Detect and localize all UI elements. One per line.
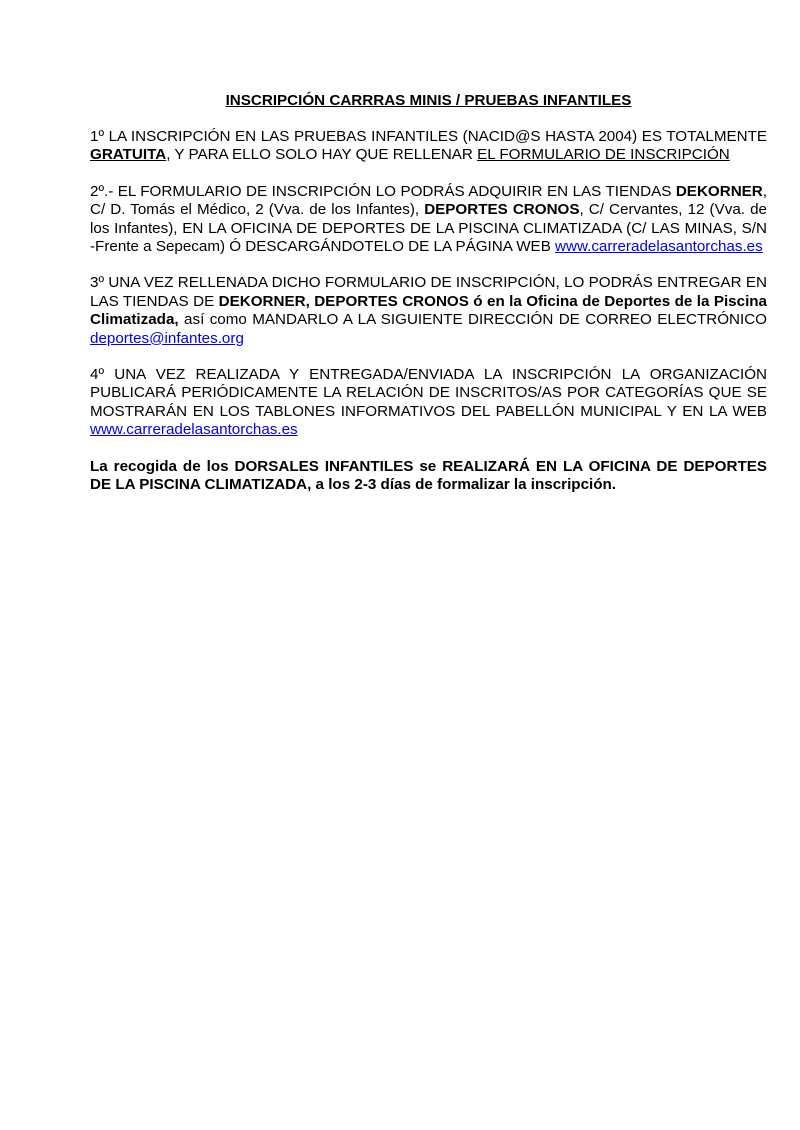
paragraph-5-dorsales-notice xyxy=(90,458,767,495)
document-title xyxy=(90,92,767,110)
paragraph-4-text: 4º UNA VEZ REALIZADA Y ENTREGADA/ENVIADA LA INSCRIPCIÓN LA ORGANIZACIÓN PUBLICARÁ PERIÓDICAMENTE LA RELACIÓN DE INSCRITOS/AS POR CATEGORÍAS QUE SE MOSTRARÁN EN LOS TABLONES INFORMATIVOS DEL PABELLÓN MUNICIPAL Y EN LA WEB xyxy=(90,366,767,420)
formulario-underlined-text: EL FORMULARIO DE INSCRIPCIÓN xyxy=(477,146,730,164)
dekorner-store-name: DEKORNER xyxy=(675,182,763,200)
paragraph-3 xyxy=(90,274,767,348)
paragraph-5-text: La recogida de los DORSALES INFANTILES se REALIZARÁ EN LA OFICINA DE DEPORTES DE LA PISCINA CLIMATIZADA, a los 2-3 días de formalizar la inscripción. xyxy=(90,457,767,494)
document-title-text: INSCRIPCIÓN CARRRAS MINIS / PRUEBAS INFANTILES xyxy=(225,92,632,109)
document-page xyxy=(90,92,767,513)
paragraph-1-text-a: 1º LA INSCRIPCIÓN EN LAS PRUEBAS INFANTILES (NACID@S HASTA 2004) ES TOTALMENTE xyxy=(90,128,767,145)
paragraph-2 xyxy=(90,183,767,257)
website-link-2[interactable]: www.carreradelasantorchas.es xyxy=(90,421,298,439)
paragraph-2-text-b: , C/ D. Tomás el Médico, 2 (Vva. de los Infantes), xyxy=(90,182,767,219)
paragraph-3-text-b: así como MANDARLO A LA SIGUIENTE DIRECCIÓN DE CORREO ELECTRÓNICO xyxy=(178,311,767,329)
email-link[interactable]: deportes@infantes.org xyxy=(90,329,244,347)
paragraph-1-text-b: , Y PARA ELLO SOLO HAY QUE RELLENAR xyxy=(166,146,478,164)
website-link[interactable]: www.carreradelasantorchas.es xyxy=(555,238,763,256)
paragraph-2-text-a: 2º.- EL FORMULARIO DE INSCRIPCIÓN LO PODRÁS ADQUIRIR EN LAS TIENDAS xyxy=(90,182,676,200)
delivery-locations-bold: DEKORNER, DEPORTES CRONOS ó en la Oficina de Deportes de la Piscina Climatizada, xyxy=(90,292,768,329)
deportes-cronos-store-name: DEPORTES CRONOS xyxy=(424,201,580,219)
paragraph-1 xyxy=(90,128,767,165)
paragraph-4 xyxy=(90,366,767,440)
paragraph-2-text-c: , C/ Cervantes, 12 (Vva. de los Infantes), EN LA OFICINA DE DEPORTES DE LA PISCINA CLIMATIZADA (C/ LAS MINAS, S/N -Frente a Sepecam) Ó DESCARGÁNDOTELO DE LA PÁGINA WEB xyxy=(90,201,767,256)
paragraph-3-text-a: 3º UNA VEZ RELLENADA DICHO FORMULARIO DE INSCRIPCIÓN, LO PODRÁS ENTREGAR EN LAS TIENDAS DE xyxy=(90,274,767,310)
gratuita-emphasis: GRATUITA xyxy=(90,146,167,164)
